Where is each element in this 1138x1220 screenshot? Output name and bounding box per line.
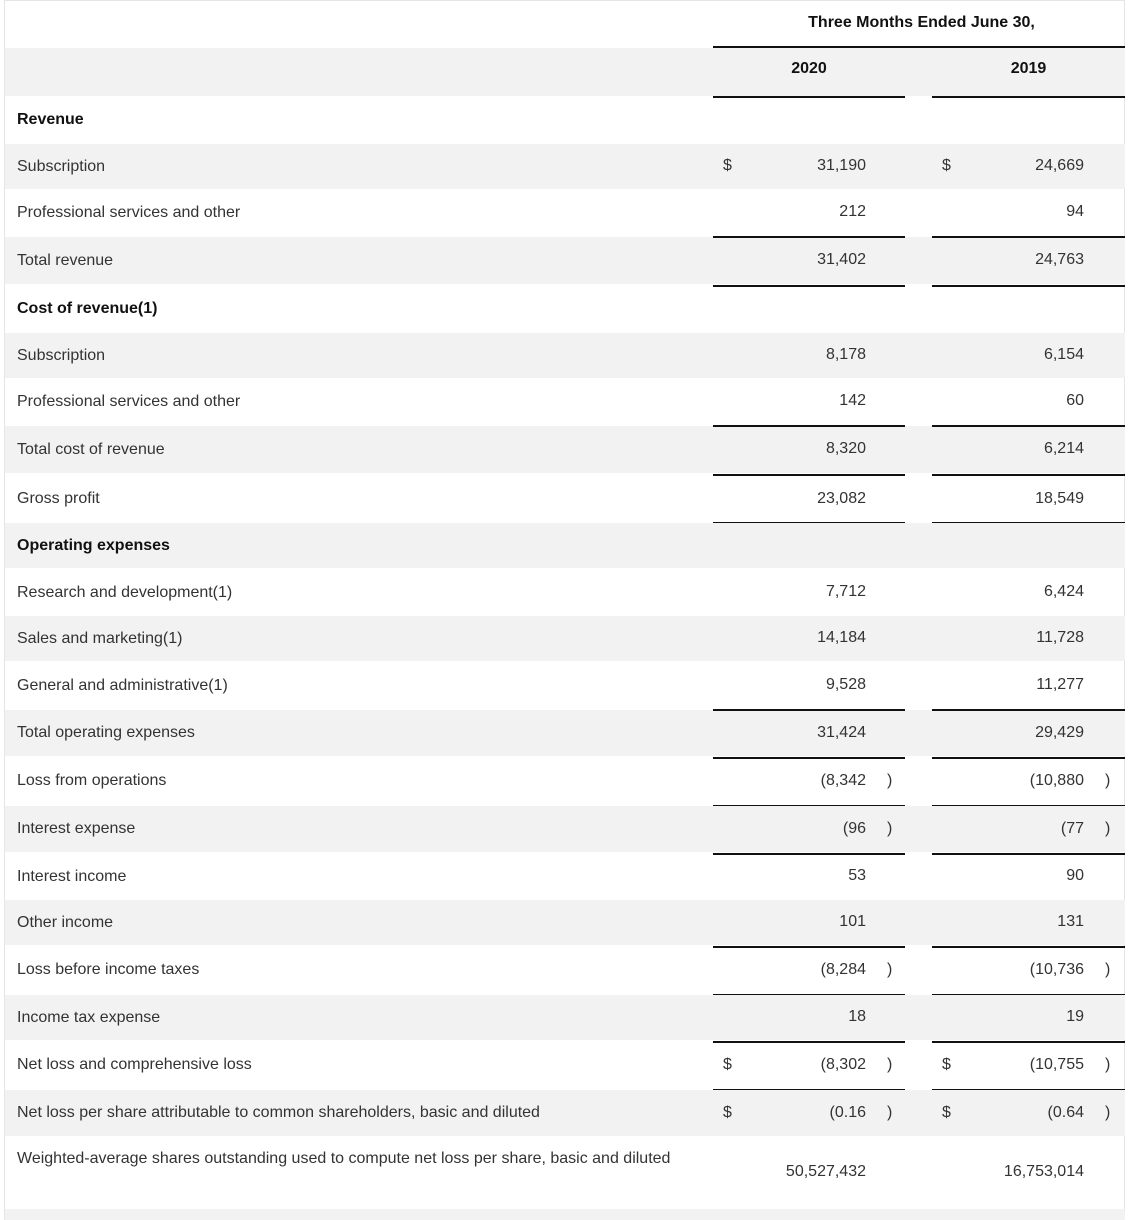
- value-2019: 24,669: [1035, 157, 1084, 174]
- value-2020: (96: [842, 820, 866, 837]
- value-2020: (0.16: [829, 1104, 866, 1121]
- header-year-2019: 2019: [1010, 60, 1047, 77]
- value-2019: 24,763: [1035, 251, 1084, 268]
- value-2020: 101: [839, 913, 866, 930]
- row-other-income: [5, 900, 1125, 945]
- subtotal-rule-top: [932, 236, 1125, 238]
- row-total-operating-expenses: [5, 710, 1125, 756]
- line-item-label: Professional services and other: [17, 393, 241, 410]
- negative-paren-2020: ): [887, 961, 893, 978]
- line-item-label: Total revenue: [17, 252, 114, 269]
- line-item-label: Sales and marketing(1): [17, 630, 183, 647]
- subtotal-rule-top: [713, 946, 905, 948]
- section-heading: Revenue: [17, 111, 84, 128]
- currency-symbol-2019: $: [942, 157, 951, 174]
- row-gross-profit: [5, 476, 1125, 522]
- value-2020: 23,082: [817, 490, 866, 507]
- value-2020: 9,528: [825, 676, 866, 693]
- subtotal-rule-top: [932, 946, 1125, 948]
- value-2019: (77: [1060, 820, 1084, 837]
- value-2019: 131: [1057, 913, 1084, 930]
- negative-paren-2020: ): [887, 1104, 893, 1121]
- value-2020: 7,712: [825, 583, 866, 600]
- row-total-revenue: [5, 237, 1125, 284]
- value-2019: 6,214: [1043, 440, 1084, 457]
- row-net-loss-and-comprehensive-loss: [5, 1042, 1125, 1088]
- header-period: Three Months Ended June 30,: [808, 14, 1035, 31]
- line-item-label: Loss from operations: [17, 772, 167, 789]
- subtotal-rule-top: [713, 709, 905, 711]
- line-item-label: Interest expense: [17, 820, 136, 837]
- value-2020: 8,320: [825, 440, 866, 457]
- subtotal-rule-top: [932, 709, 1125, 711]
- line-item-label: Professional services and other: [17, 204, 241, 221]
- subtotal-rule-top: [713, 425, 905, 427]
- currency-symbol-2019: $: [942, 1104, 951, 1121]
- value-2019: (0.64: [1047, 1104, 1084, 1121]
- value-2019: 11,277: [1036, 676, 1084, 693]
- line-item-label: Other income: [17, 914, 114, 931]
- value-2019: (10,880: [1029, 772, 1084, 789]
- line-item-label: Net loss per share attributable to common shareholders, basic and diluted: [17, 1104, 540, 1121]
- row-weighted-average-shares-outstanding-used-to-compute-net-loss-per-share-basic-and-diluted: [5, 1137, 1125, 1207]
- line-item-label: Income tax expense: [17, 1009, 161, 1026]
- value-2020: 8,178: [825, 346, 866, 363]
- header-period-row: [5, 1, 1125, 47]
- table-bottom-strip: [5, 1209, 1125, 1220]
- row-subscription: [5, 144, 1125, 189]
- negative-paren-2020: ): [887, 820, 893, 837]
- negative-paren-2019: ): [1105, 961, 1111, 978]
- row-cost-of-revenue: [5, 286, 1125, 331]
- value-2020: 142: [839, 392, 866, 409]
- value-2019: 29,429: [1035, 724, 1084, 741]
- subtotal-rule-top: [932, 1041, 1125, 1043]
- row-operating-expenses: [5, 523, 1125, 568]
- line-item-label: Interest income: [17, 868, 127, 885]
- value-2020: 31,402: [817, 251, 866, 268]
- section-heading: Cost of revenue(1): [17, 300, 158, 317]
- subtotal-rule-top: [932, 425, 1125, 427]
- line-item-label: Net loss and comprehensive loss: [17, 1056, 252, 1073]
- value-2020: 31,190: [817, 157, 866, 174]
- negative-paren-2019: ): [1105, 1104, 1111, 1121]
- value-2019: 11,728: [1036, 629, 1084, 646]
- value-2020: 31,424: [817, 724, 866, 741]
- row-net-loss-per-share-attributable-to-common-shareholders-basic-and-diluted: [5, 1090, 1125, 1136]
- value-2019: (10,755: [1029, 1056, 1084, 1073]
- row-loss-from-operations: [5, 758, 1125, 804]
- row-revenue: [5, 98, 1125, 142]
- line-item-label: Total operating expenses: [17, 724, 195, 741]
- row-research-and-development: [5, 570, 1125, 615]
- row-general-and-administrative: [5, 663, 1125, 708]
- value-2019: 94: [1066, 203, 1084, 220]
- line-item-label: Total cost of revenue: [17, 441, 165, 458]
- subtotal-rule-top: [713, 236, 905, 238]
- line-item-label: Subscription: [17, 347, 106, 364]
- line-item-label: Loss before income taxes: [17, 961, 200, 978]
- value-2020: 18: [848, 1008, 866, 1025]
- negative-paren-2019: ): [1105, 820, 1111, 837]
- value-2019: 6,154: [1043, 346, 1084, 363]
- value-2020: 212: [839, 203, 866, 220]
- header-years-row: [5, 48, 1125, 96]
- row-interest-income: [5, 854, 1125, 899]
- currency-symbol-2020: $: [723, 1104, 732, 1121]
- line-item-label: Gross profit: [17, 490, 100, 507]
- currency-symbol-2020: $: [723, 1056, 732, 1073]
- value-2019: 6,424: [1043, 583, 1084, 600]
- line-item-label: Research and development(1): [17, 584, 233, 601]
- section-heading: Operating expenses: [17, 537, 170, 554]
- value-2020: (8,342: [820, 772, 866, 789]
- header-year-2020: 2020: [791, 60, 827, 77]
- line-item-label: General and administrative(1): [17, 677, 228, 694]
- line-item-label: Subscription: [17, 158, 106, 175]
- currency-symbol-2020: $: [723, 157, 732, 174]
- value-2020: 53: [848, 867, 866, 884]
- negative-paren-2020: ): [887, 1056, 893, 1073]
- row-income-tax-expense: [5, 995, 1125, 1040]
- row-total-cost-of-revenue: [5, 426, 1125, 473]
- row-subscription: [5, 333, 1125, 378]
- row-professional-services-and-other: [5, 379, 1125, 424]
- line-item-label: Weighted-average shares outstanding used to compute net loss per share, basic and diluted: [17, 1150, 671, 1167]
- row-sales-and-marketing: [5, 616, 1125, 661]
- value-2020: (8,302: [820, 1056, 866, 1073]
- value-2020: 50,527,432: [785, 1163, 866, 1180]
- row-loss-before-income-taxes: [5, 947, 1125, 993]
- value-2019: 16,753,014: [1003, 1163, 1084, 1180]
- value-2020: 14,184: [817, 629, 866, 646]
- value-2019: 90: [1066, 867, 1084, 884]
- value-2019: 19: [1066, 1008, 1084, 1025]
- value-2019: (10,736: [1029, 961, 1084, 978]
- negative-paren-2019: ): [1105, 772, 1111, 789]
- currency-symbol-2019: $: [942, 1056, 951, 1073]
- value-2019: 18,549: [1035, 490, 1084, 507]
- row-professional-services-and-other: [5, 190, 1125, 235]
- negative-paren-2019: ): [1105, 1056, 1111, 1073]
- value-2019: 60: [1066, 392, 1084, 409]
- value-2020: (8,284: [820, 961, 866, 978]
- negative-paren-2020: ): [887, 772, 893, 789]
- subtotal-rule-top: [713, 1041, 905, 1043]
- row-interest-expense: [5, 806, 1125, 852]
